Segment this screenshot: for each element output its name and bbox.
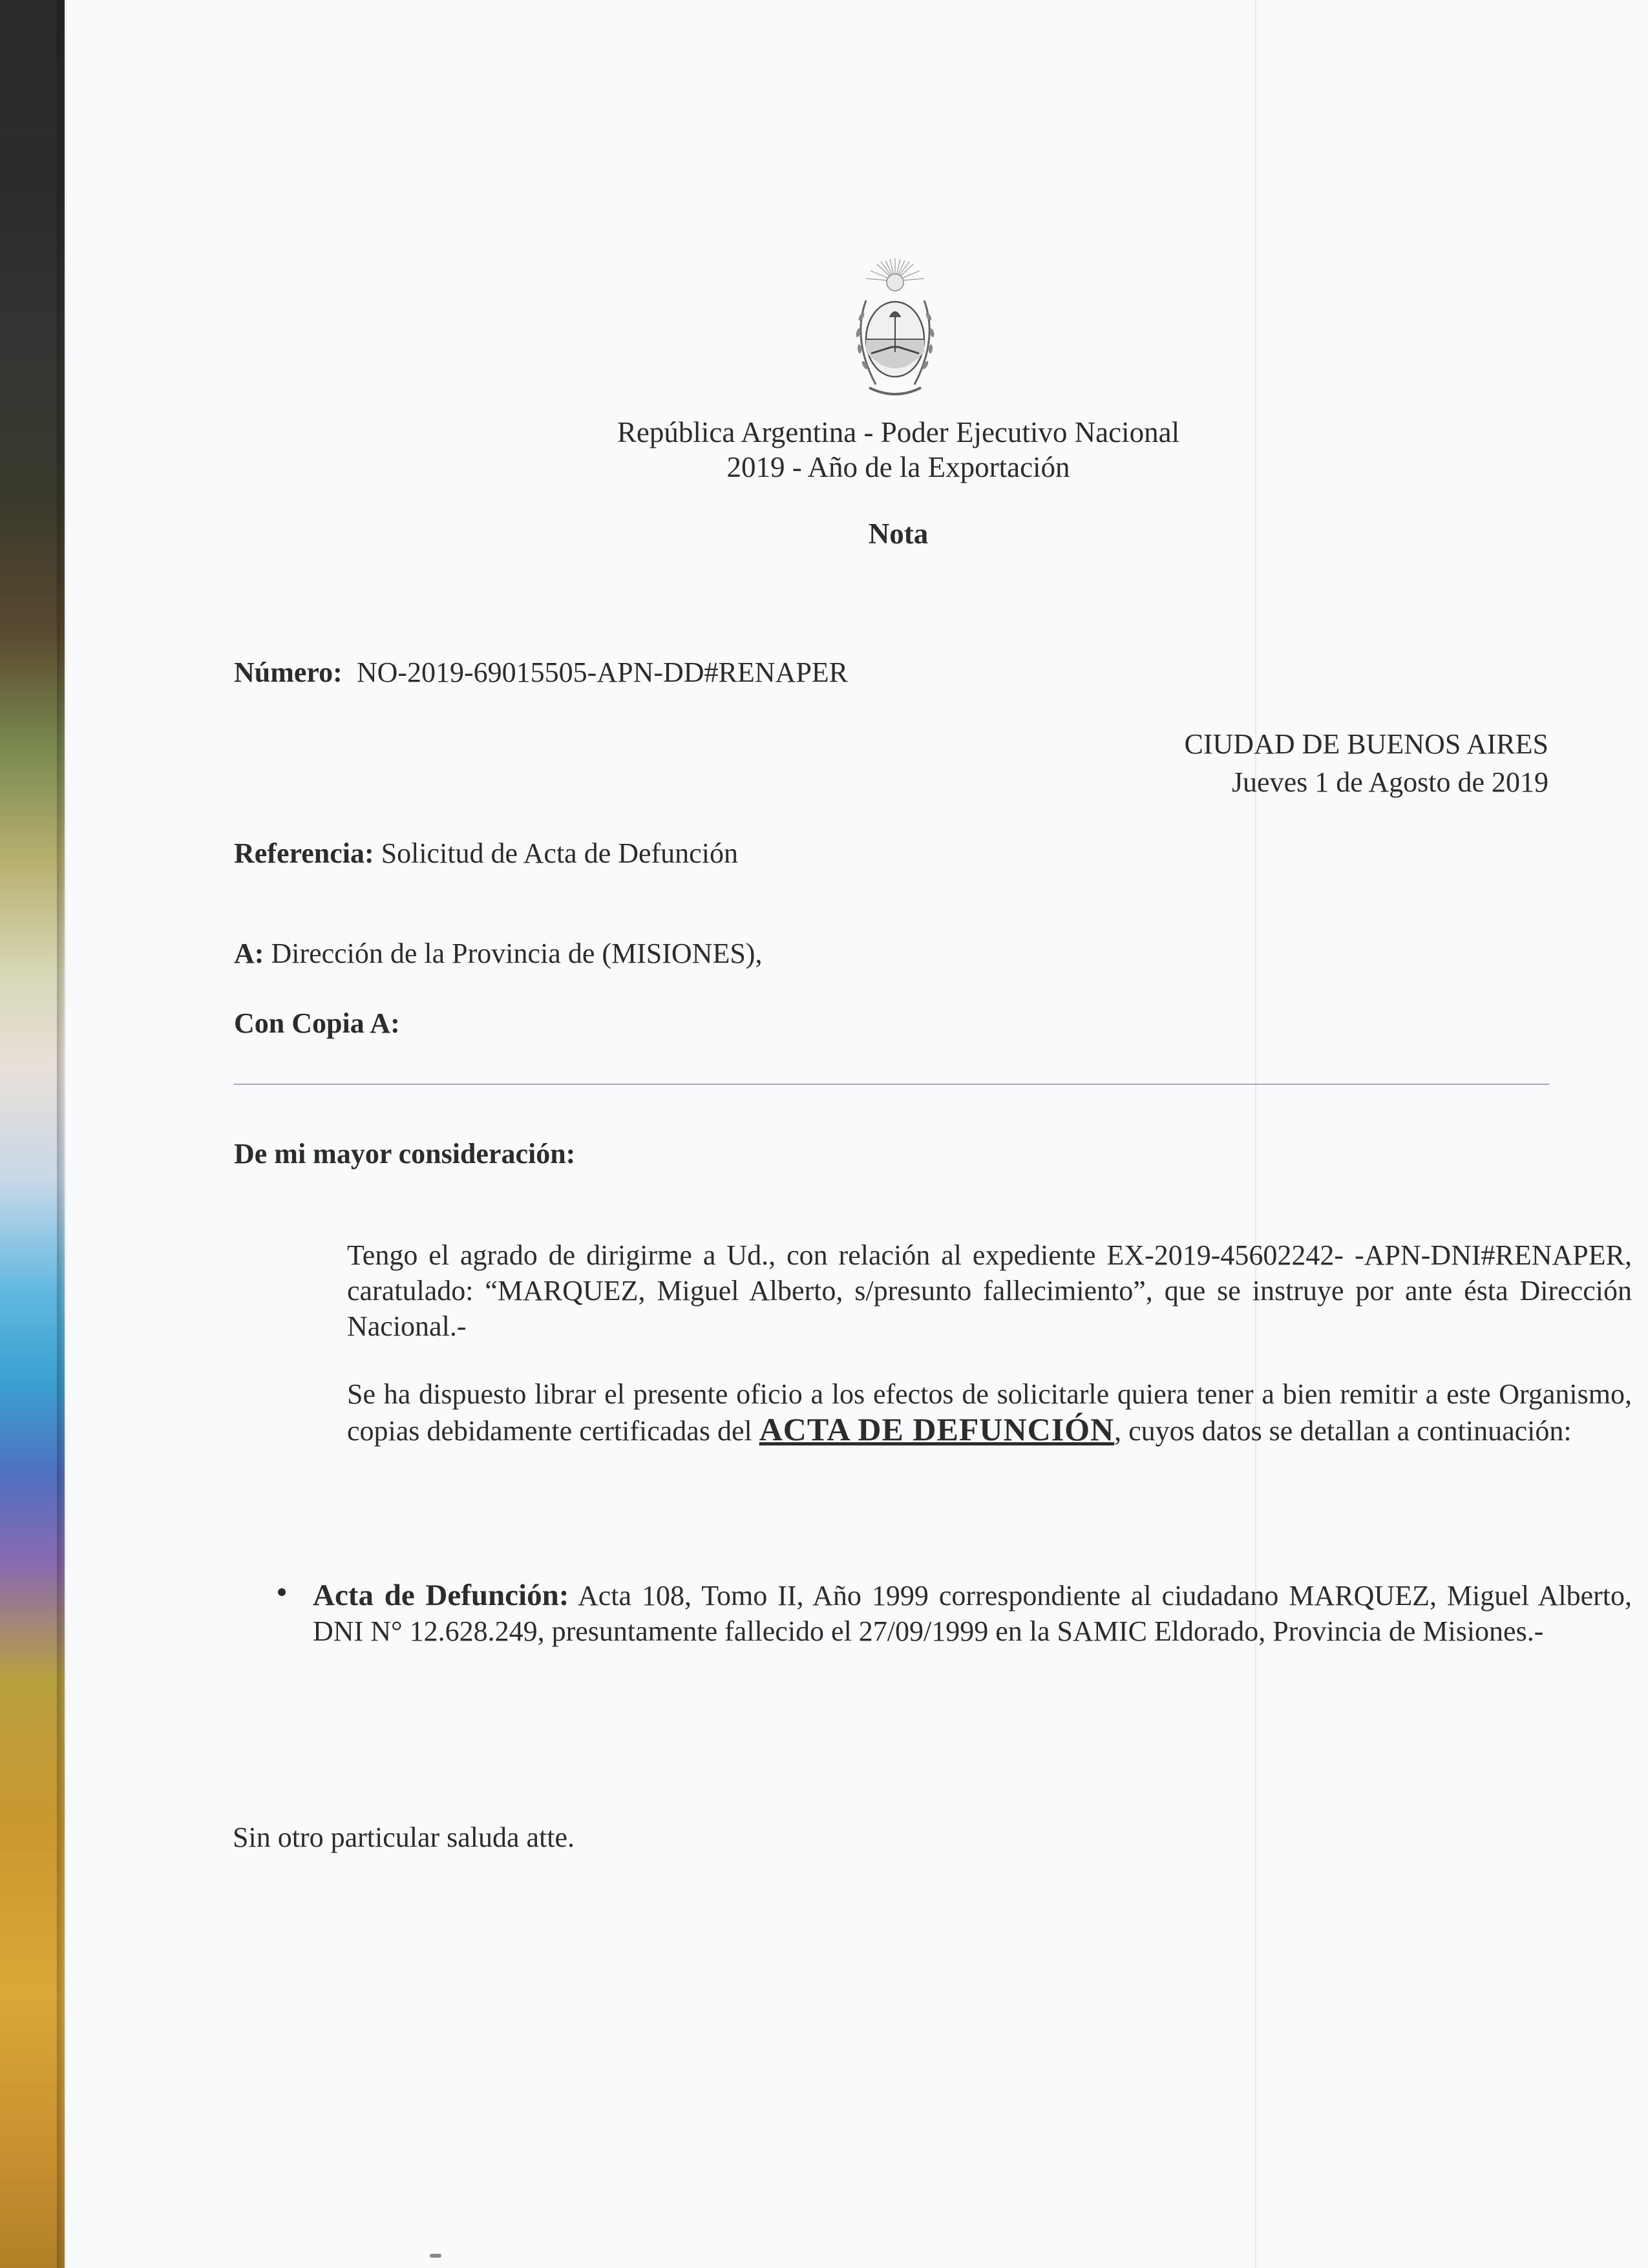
paragraph-2-outro: , cuyos datos se detallan a continuación: — [1114, 1415, 1572, 1447]
body-paragraph-1: Tengo el agrado de dirigirme a Ud., con relación al expediente EX-2019-45602242- -APN-DNI#RENAPER, caratulado: “MARQUEZ, Miguel Alberto, s/presunto fallecimiento”, que se instruye por ante ésta Dirección Nacional.- — [347, 1239, 1632, 1342]
recipient-row — [234, 937, 762, 970]
argentina-coat-of-arms-icon — [840, 255, 950, 407]
scan-speck — [430, 2254, 441, 2258]
cc-row — [234, 1007, 400, 1040]
acta-label: Acta de Defunción: — [313, 1579, 569, 1612]
date-line: Jueves 1 de Agosto de 2019 — [1231, 766, 1548, 798]
greeting: De mi mayor consideración: — [234, 1138, 576, 1170]
paragraph-2-intro: Se ha dispuesto librar el presente oficio a los efectos de solicitarle quiera tener a bien remitir a este Organismo, copias debidamente certificadas del — [347, 1378, 1632, 1447]
cc-label: Con Copia A: — [234, 1007, 400, 1039]
city-line: CIUDAD DE BUENOS AIRES — [1184, 728, 1548, 760]
referencia-row — [234, 837, 738, 870]
acta-details: Acta 108, Tomo II, Año 1999 correspondiente al ciudadano MARQUEZ, Miguel Alberto, DNI N° 12.628.249, presuntamente fallecido el 27/09/1999 en la SAMIC Eldorado, Provincia de Misiones.- — [313, 1580, 1632, 1647]
referencia-value: Solicitud de Acta de Defunción — [381, 837, 738, 869]
body-paragraph-2 — [347, 1376, 1632, 1449]
header-year-motto: 2019 - Año de la Exportación — [726, 451, 1070, 483]
acta-highlight: ACTA DE DEFUNCIÓN — [759, 1411, 1115, 1447]
closing-line: Sin otro particular saluda atte. — [233, 1822, 575, 1853]
numero-row — [234, 656, 848, 689]
paper-fold-line — [1255, 0, 1256, 2268]
referencia-label: Referencia: — [234, 837, 374, 869]
scan-edge-strip — [0, 0, 65, 2268]
list-item-text — [313, 1578, 1632, 1649]
recipient-value: Dirección de la Provincia de (MISIONES), — [271, 938, 763, 969]
section-divider — [234, 1084, 1549, 1085]
bullet-icon — [278, 1588, 286, 1596]
numero-value: NO-2019-69015505-APN-DD#RENAPER — [356, 656, 849, 688]
numero-label: Número: — [234, 656, 343, 688]
recipient-label: A: — [234, 938, 264, 969]
document-type-title: Nota — [868, 518, 929, 550]
scan-edge-shadow — [57, 0, 67, 2268]
header-institution: República Argentina - Poder Ejecutivo Nacional — [617, 416, 1180, 448]
